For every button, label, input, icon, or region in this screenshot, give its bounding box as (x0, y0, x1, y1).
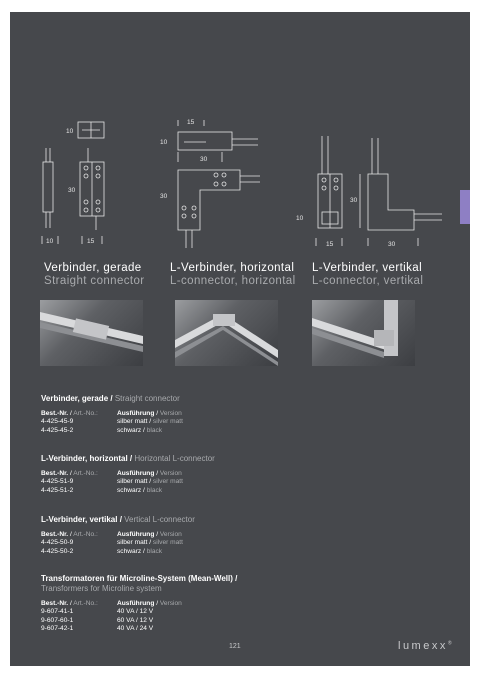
col-sep: / (154, 410, 160, 417)
dim-label: 30 (350, 197, 358, 204)
col-order-de: Best.-Nr. (41, 410, 69, 417)
table-row (41, 617, 401, 625)
dim-label: 10 (46, 238, 54, 245)
dim-label: 30 (388, 241, 396, 248)
col-sep: / (68, 470, 74, 477)
version-en: black (146, 486, 163, 494)
product-photo-straight (40, 300, 143, 366)
section-title-en: Transformers for Microline system (41, 584, 162, 593)
section-title-de: L-Verbinder, vertikal (41, 515, 118, 524)
dim-label: 10 (66, 128, 74, 135)
col-version-de: Ausführung (117, 600, 155, 607)
heading-de: L-Verbinder, vertikal (312, 262, 423, 274)
col-sep: / (147, 478, 153, 486)
col-sep: / (147, 418, 153, 426)
table-header-row (41, 531, 401, 539)
article-number: 4-425-50-9 (41, 539, 74, 547)
table-row (41, 418, 401, 426)
article-number: 4-425-51-2 (41, 486, 74, 494)
straight-connector-drawing (38, 118, 118, 248)
col-order-en: Art.-No.: (73, 410, 98, 417)
l-vertical-connector-photo (312, 300, 415, 366)
l-connector-horizontal-drawing (156, 112, 266, 252)
col-sep: / (154, 531, 160, 538)
dim-label: 15 (187, 119, 195, 126)
table-row (41, 608, 401, 616)
version-de: 40 VA / 12 V (117, 608, 154, 616)
product-photo-l-horizontal (175, 300, 278, 366)
col-order-en: Art.-No.: (73, 531, 98, 538)
heading-de: L-Verbinder, horizontal (170, 262, 295, 274)
dim-label: 30 (200, 156, 208, 163)
col-order-en: Art.-No.: (73, 600, 98, 607)
col-sep: / (154, 470, 160, 477)
version-de: 60 VA / 12 V (117, 616, 154, 624)
col-order-en: Art.-No.: (73, 470, 98, 477)
col-version-en: Version (159, 410, 182, 417)
order-table-l-horizontal (41, 454, 401, 495)
heading-en: L-connector, horizontal (170, 275, 296, 287)
version-en: silver matt (152, 539, 183, 547)
col-version-en: Version (159, 600, 182, 607)
brand-logo (398, 640, 452, 652)
table-header-row (41, 470, 401, 478)
section-title-de: Verbinder, gerade (41, 394, 109, 403)
article-number: 9-607-42-1 (41, 625, 74, 633)
section-title (41, 394, 401, 403)
order-table-straight (41, 394, 401, 435)
col-version-de: Ausführung (117, 410, 155, 417)
order-table-transformers (41, 574, 401, 634)
section-title-de: Transformatoren für Microline-System (Mean-Well) (41, 574, 233, 583)
section-tab-marker (460, 190, 470, 224)
table-header-row (41, 410, 401, 418)
heading-en: Straight connector (44, 275, 145, 287)
page-number: 121 (229, 643, 241, 650)
version-de: silber matt (117, 539, 148, 547)
version-de: silber matt (117, 418, 148, 426)
version-de: schwarz (117, 547, 142, 555)
article-number: 9-607-41-1 (41, 608, 74, 616)
version-en: silver matt (152, 418, 183, 426)
col-sep: / (68, 531, 74, 538)
article-number: 4-425-45-2 (41, 426, 74, 434)
article-number: 4-425-45-9 (41, 418, 74, 426)
col-sep: / (141, 547, 147, 555)
l-horizontal-connector-photo (175, 300, 278, 366)
col-order-de: Best.-Nr. (41, 470, 69, 477)
section-title-sep: / (117, 515, 125, 524)
dim-label: 10 (296, 215, 304, 222)
col-version-en: Version (159, 531, 182, 538)
version-de: 40 VA / 24 V (117, 625, 154, 633)
section-title-de: L-Verbinder, horizontal (41, 454, 128, 463)
col-sep: / (147, 539, 153, 547)
col-sep: / (68, 410, 74, 417)
heading-en: L-connector, vertikal (312, 275, 424, 287)
dim-label: 30 (68, 187, 76, 194)
table-row (41, 548, 401, 556)
section-title-sep: / (232, 574, 238, 583)
table-row (41, 487, 401, 495)
straight-connector-photo (40, 300, 143, 366)
section-title (41, 515, 401, 524)
version-de: schwarz (117, 426, 142, 434)
table-row (41, 478, 401, 486)
l-connector-vertical-drawing (292, 130, 452, 252)
article-number: 4-425-51-9 (41, 478, 74, 486)
col-order-de: Best.-Nr. (41, 531, 69, 538)
table-header-row (41, 600, 401, 608)
version-de: silber matt (117, 478, 148, 486)
version-en: black (146, 547, 163, 555)
section-title-en: Vertical L-connector (124, 515, 195, 524)
version-en: silver matt (152, 478, 183, 486)
dim-label: 15 (326, 241, 334, 248)
section-title (41, 574, 401, 594)
brand-logo-text: lumexx (398, 640, 448, 652)
registered-mark: ® (447, 640, 452, 647)
product-heading-l-vertical (312, 262, 423, 288)
section-title-en: Horizontal L-connector (134, 454, 215, 463)
col-sep: / (154, 600, 160, 607)
table-row (41, 427, 401, 435)
col-version-en: Version (159, 470, 182, 477)
dim-label: 30 (160, 193, 168, 200)
col-version-de: Ausführung (117, 470, 155, 477)
section-title-en: Straight connector (114, 394, 180, 403)
section-title (41, 454, 401, 463)
dim-label: 10 (160, 139, 168, 146)
heading-de: Verbinder, gerade (44, 262, 142, 274)
dim-label: 15 (87, 238, 95, 245)
col-sep: / (141, 486, 147, 494)
article-number: 9-607-60-1 (41, 616, 74, 624)
product-photo-l-vertical (312, 300, 415, 366)
product-heading-straight (44, 262, 145, 288)
version-en: black (146, 426, 163, 434)
section-title-sep: / (108, 394, 115, 403)
col-sep: / (68, 600, 74, 607)
product-heading-l-horizontal (170, 262, 296, 288)
article-number: 4-425-50-2 (41, 547, 74, 555)
table-row (41, 539, 401, 547)
order-table-l-vertical (41, 515, 401, 556)
section-title-sep: / (127, 454, 135, 463)
table-row (41, 625, 401, 633)
col-sep: / (141, 426, 147, 434)
col-order-de: Best.-Nr. (41, 600, 69, 607)
col-version-de: Ausführung (117, 531, 155, 538)
version-de: schwarz (117, 486, 142, 494)
